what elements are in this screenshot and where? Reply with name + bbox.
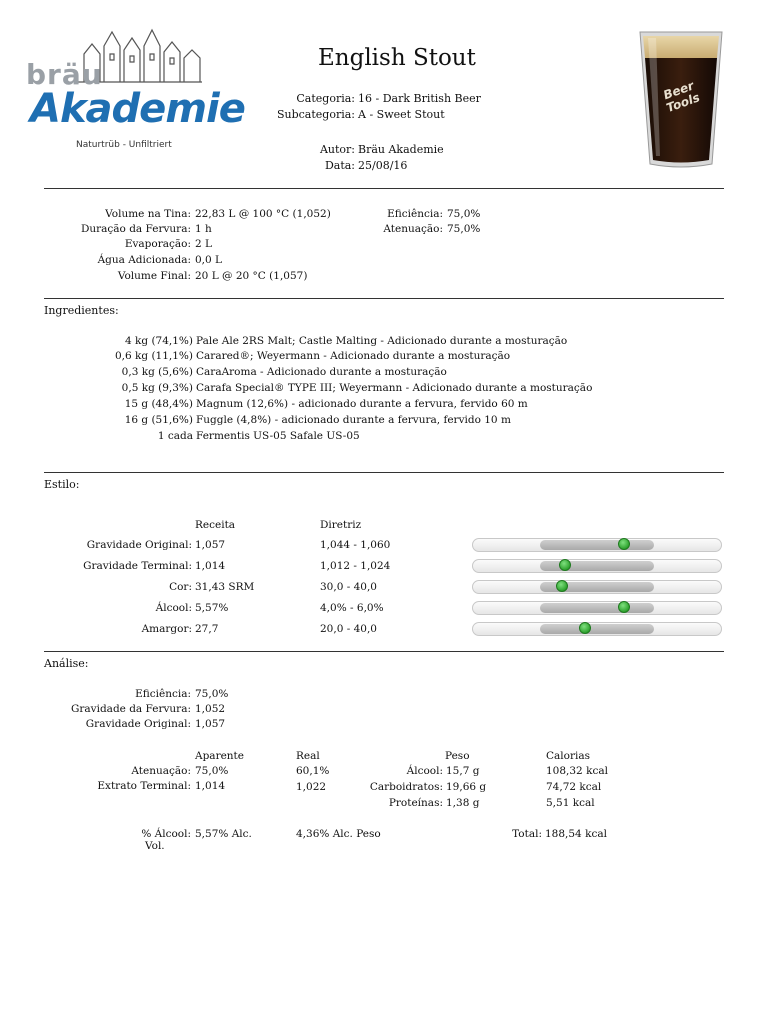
- style-label: Cor:: [169, 581, 192, 593]
- summary-value: 75,0%: [447, 208, 481, 220]
- summary-value: 1 h: [195, 223, 212, 235]
- alcool-label: % Álcool:: [141, 828, 191, 840]
- gauge-marker: [579, 622, 591, 634]
- style-receita: 27,7: [195, 623, 219, 635]
- ingredient-qty: 16 g (51,6%): [124, 414, 193, 426]
- analysis-heading: Análise:: [44, 657, 89, 670]
- divider: [44, 472, 724, 473]
- gauge-range: [540, 561, 654, 571]
- style-receita: 31,43 SRM: [195, 581, 255, 593]
- style-diretriz: 1,044 - 1,060: [320, 539, 391, 551]
- ingredient-desc: Carared®; Weyermann - Adicionado durante a mosturação: [196, 350, 511, 362]
- atenuacao-aparente: 75,0%: [195, 765, 229, 777]
- col-real: Real: [296, 750, 320, 762]
- ingredient-desc: CaraAroma - Adicionado durante a mosturação: [196, 366, 447, 378]
- data-label: Data:: [324, 159, 355, 172]
- summary-value: 22,83 L @ 100 °C (1,052): [195, 208, 331, 220]
- ingredient-qty: 15 g (48,4%): [124, 398, 193, 410]
- analysis-value: 1,052: [195, 703, 226, 715]
- alcool-peso-value: 4,36% Alc. Peso: [296, 828, 381, 840]
- col-peso: Peso: [445, 750, 470, 762]
- summary-label: Volume na Tina:: [105, 208, 191, 220]
- extrato-label: Extrato Terminal:: [97, 780, 191, 792]
- peso-value: 1,38 g: [446, 797, 480, 809]
- alcool-vol-value: 5,57% Alc.: [195, 828, 252, 840]
- total-label: Total:: [512, 828, 542, 840]
- gauge-range: [540, 603, 654, 613]
- extrato-real: 1,022: [296, 781, 327, 793]
- peso-value: 15,7 g: [446, 765, 480, 777]
- atenuacao-real: 60,1%: [296, 765, 330, 777]
- total-value: 188,54 kcal: [545, 828, 607, 840]
- peso-label: Proteínas:: [388, 797, 443, 809]
- analysis-value: 75,0%: [195, 688, 229, 700]
- style-label: Álcool:: [155, 602, 192, 614]
- summary-label: Volume Final:: [117, 270, 191, 282]
- summary-label: Água Adicionada:: [97, 254, 191, 266]
- autor-label: Autor:: [319, 143, 355, 156]
- gauge-range: [540, 540, 654, 550]
- summary-value: 75,0%: [447, 223, 481, 235]
- peso-label: Carboidratos:: [369, 781, 443, 793]
- divider: [44, 298, 724, 299]
- atenuacao-label: Atenuação:: [131, 765, 191, 777]
- ingredient-qty: 0,5 kg (9,3%): [121, 382, 193, 394]
- analysis-value: 1,057: [195, 718, 226, 730]
- style-heading: Estilo:: [44, 478, 80, 491]
- logo-tagline: Naturtrüb - Unfiltriert: [76, 140, 172, 150]
- subcategoria-label: Subcategoria:: [276, 108, 355, 121]
- ingredient-qty: 4 kg (74,1%): [125, 335, 193, 347]
- divider: [44, 188, 724, 189]
- calorias-value: 5,51 kcal: [546, 797, 595, 809]
- categoria-value: 16 - Dark British Beer: [358, 92, 481, 105]
- style-receita: 1,057: [195, 539, 226, 551]
- style-receita: 1,014: [195, 560, 226, 572]
- categoria-label: Categoria:: [296, 92, 355, 105]
- style-diretriz: 30,0 - 40,0: [320, 581, 377, 593]
- style-col-diretriz: Diretriz: [320, 519, 362, 531]
- recipe-title: English Stout: [318, 45, 476, 71]
- gauge-range: [540, 624, 654, 634]
- style-gauge: [472, 538, 722, 552]
- peso-label: Álcool:: [406, 765, 443, 777]
- ingredient-qty: 0,3 kg (5,6%): [121, 366, 193, 378]
- summary-value: 2 L: [195, 238, 212, 250]
- peso-value: 19,66 g: [446, 781, 487, 793]
- style-gauge: [472, 622, 722, 636]
- col-aparente: Aparente: [195, 750, 244, 762]
- extrato-aparente: 1,014: [195, 780, 226, 792]
- autor-value: Bräu Akademie: [358, 143, 444, 156]
- ingredient-qty: 1 cada: [157, 430, 193, 442]
- calorias-value: 108,32 kcal: [546, 765, 608, 777]
- summary-label: Duração da Fervura:: [80, 223, 191, 235]
- ingredient-desc: Carafa Special® TYPE III; Weyermann - Adicionado durante a mosturação: [196, 382, 593, 394]
- logo-main-text: Akademie: [30, 86, 245, 132]
- style-diretriz: 4,0% - 6,0%: [320, 602, 384, 614]
- alcool-vol-unit: Vol.: [145, 840, 165, 852]
- summary-label: Evaporação:: [124, 238, 191, 250]
- ingredient-qty: 0,6 kg (11,1%): [114, 350, 193, 362]
- ingredient-desc: Fermentis US-05 Safale US-05: [196, 430, 360, 442]
- ingredient-desc: Magnum (12,6%) - adicionado durante a fervura, fervido 60 m: [196, 398, 528, 410]
- beer-glass-image: [636, 28, 726, 170]
- style-receita: 5,57%: [195, 602, 229, 614]
- summary-label: Eficiência:: [387, 208, 443, 220]
- style-diretriz: 20,0 - 40,0: [320, 623, 377, 635]
- style-gauge: [472, 559, 722, 573]
- brand-logo: [24, 24, 245, 154]
- summary-label: Atenuação:: [383, 223, 443, 235]
- glass-brand-text: Beer Tools: [661, 78, 702, 116]
- ingredient-desc: Fuggle (4,8%) - adicionado durante a fervura, fervido 10 m: [196, 414, 511, 426]
- ingredient-desc: Pale Ale 2RS Malt; Castle Malting - Adicionado durante a mosturação: [196, 335, 568, 347]
- style-gauge: [472, 601, 722, 615]
- style-label: Gravidade Terminal:: [83, 560, 192, 572]
- analysis-label: Gravidade da Fervura:: [71, 703, 191, 715]
- summary-value: 20 L @ 20 °C (1,057): [195, 270, 308, 282]
- style-gauge: [472, 580, 722, 594]
- divider: [44, 651, 724, 652]
- summary-value: 0,0 L: [195, 254, 223, 266]
- data-value: 25/08/16: [358, 159, 408, 172]
- col-calorias: Calorias: [546, 750, 590, 762]
- subcategoria-value: A - Sweet Stout: [358, 108, 445, 121]
- style-label: Amargor:: [141, 623, 192, 635]
- style-diretriz: 1,012 - 1,024: [320, 560, 391, 572]
- style-label: Gravidade Original:: [86, 539, 192, 551]
- ingredients-heading: Ingredientes:: [44, 304, 119, 317]
- logo-top-text: bräu: [26, 58, 103, 91]
- gauge-marker: [559, 559, 571, 571]
- analysis-label: Gravidade Original:: [85, 718, 191, 730]
- calorias-value: 74,72 kcal: [546, 781, 602, 793]
- analysis-label: Eficiência:: [135, 688, 191, 700]
- style-col-receita: Receita: [195, 519, 236, 531]
